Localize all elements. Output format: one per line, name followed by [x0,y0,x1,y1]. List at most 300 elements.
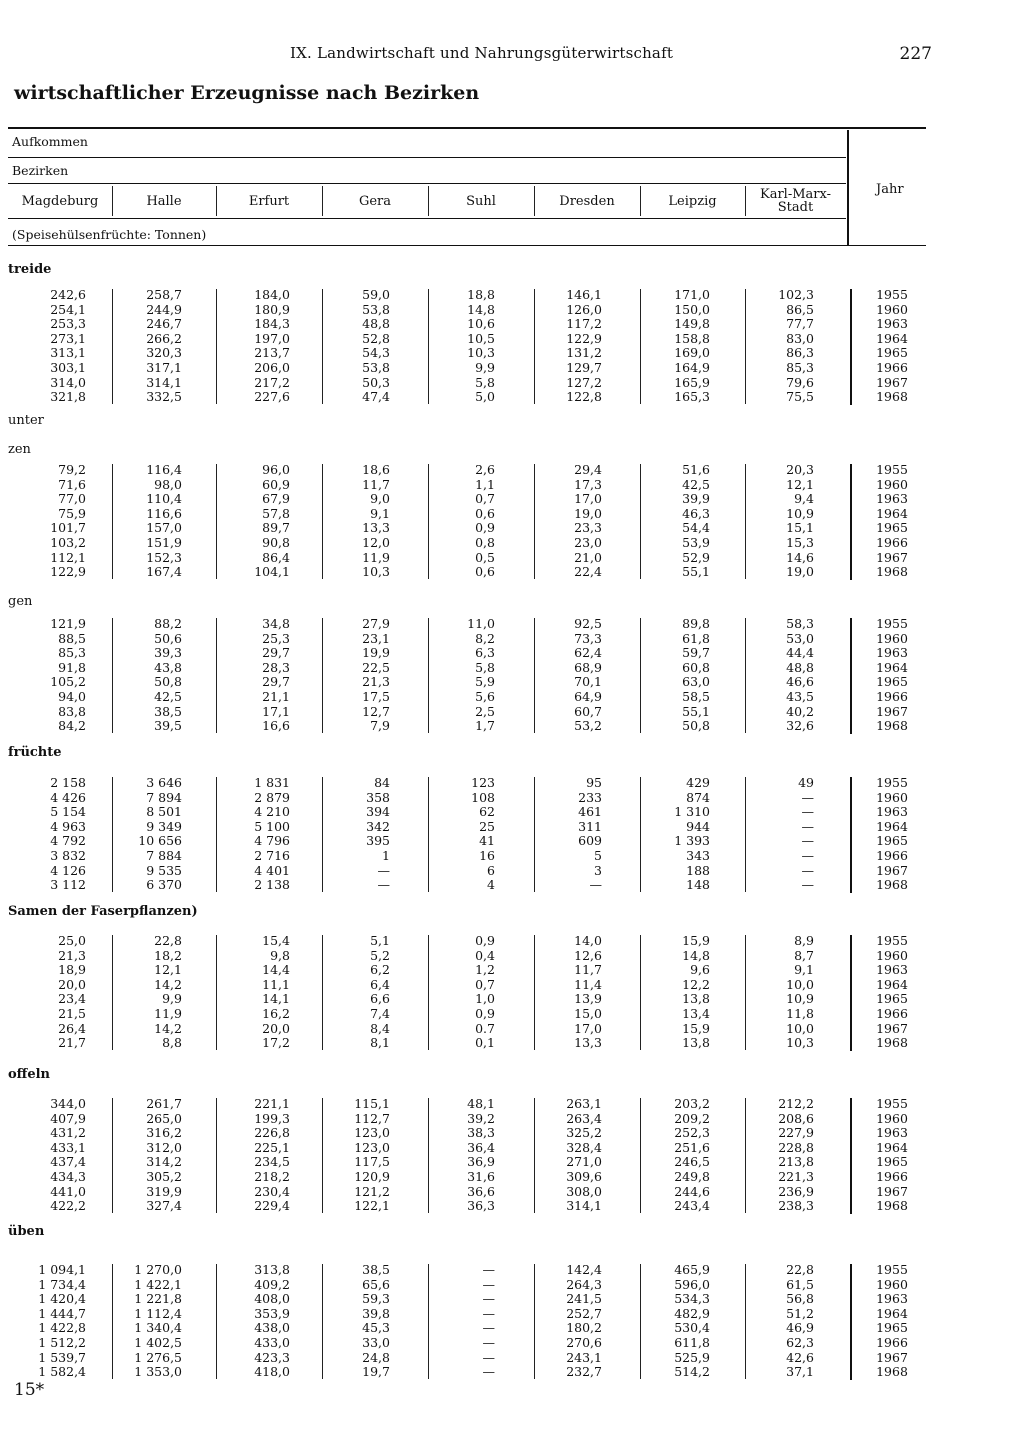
table-cell: 308,0 [566,1183,602,1199]
data-column [262,934,290,1051]
table-cell: 60,7 [574,703,602,719]
table-cell: 91,8 [58,659,86,675]
table-cell: 253,3 [50,316,86,332]
table-cell: 84,2 [58,718,86,734]
year-cell: 1967 [876,862,908,878]
table-cell: 92,5 [574,616,602,631]
table-cell: 110,4 [146,491,182,507]
table-cell: 8,4 [370,1020,390,1036]
table-cell: 101,7 [50,520,86,536]
table-cell: 407,9 [50,1110,86,1126]
table-cell: 88,2 [154,616,182,631]
data-column [574,463,602,580]
table-cell: 102,3 [778,287,814,302]
column-header-magdeburg: Magdeburg [21,193,99,209]
header-column-separator [216,186,217,216]
column-separator [428,777,429,892]
column-separator [112,618,113,733]
table-cell: 142,4 [566,1262,602,1277]
table-cell: 263,1 [566,1096,602,1111]
table-cell: 5,2 [370,947,390,963]
column-separator [745,289,746,404]
data-column [50,776,86,893]
table-cell: 11,8 [786,1005,814,1021]
year-cell: 1955 [876,616,908,631]
table-cell: 67,9 [262,491,290,507]
column-separator [322,1264,323,1379]
year-cell: 1963 [876,316,908,332]
table-cell: 32,6 [786,718,814,734]
year-cell: 1965 [876,345,908,361]
table-cell: 27,9 [362,616,390,631]
table-cell: 41 [479,833,495,849]
header-top-rule [8,127,926,129]
year-cell: 1964 [876,505,908,521]
table-cell: 3 646 [146,775,182,790]
table-cell: 9 349 [146,818,182,834]
table-cell: — [377,877,390,893]
table-cell: 184,0 [254,287,290,302]
column-separator [534,464,535,579]
table-cell: 16 [479,847,495,863]
section-label: offeln [8,1067,51,1082]
year-column-divider [850,1098,852,1214]
data-column [254,1097,290,1214]
table-cell: 11,9 [154,1005,182,1021]
table-cell: 233 [578,789,602,805]
table-cell: 9 535 [146,862,182,878]
table-cell: 0,9 [475,933,495,948]
table-cell: 209,2 [674,1110,710,1126]
section-label-continued: zen [8,442,31,457]
header-column-separator [640,186,641,216]
table-cell: 9,6 [690,962,710,978]
table-cell: 1 270,0 [134,1262,182,1277]
data-column [471,776,495,893]
year-cell: 1968 [876,1198,908,1214]
data-column [778,1097,814,1214]
year-cell: 1955 [876,1262,908,1277]
column-separator [640,464,641,579]
table-cell: 1 221,8 [134,1291,182,1307]
table-cell: 121,9 [50,616,86,631]
year-cell: 1965 [876,1320,908,1336]
column-header-leipzig: Leipzig [668,193,717,209]
table-cell: 232,7 [566,1364,602,1380]
table-cell: 1 310 [674,804,710,820]
table-cell: 199,3 [254,1110,290,1126]
table-cell: 104,1 [254,564,290,580]
table-cell: 514,2 [674,1364,710,1380]
table-cell: 117,2 [566,316,602,332]
column-separator [112,935,113,1050]
table-cell: 218,2 [254,1168,290,1184]
table-cell: 18,2 [154,947,182,963]
table-cell: 13,9 [574,991,602,1007]
data-column [254,463,290,580]
table-cell: 8,7 [794,947,814,963]
table-cell: 39,8 [362,1305,390,1321]
table-cell: 167,4 [146,564,182,580]
table-cell: 36,9 [467,1154,495,1170]
table-cell: 12,1 [154,962,182,978]
page-title: wirtschaftlicher Erzeugnisse nach Bezirken [14,82,480,104]
table-cell: 79,6 [786,374,814,390]
header-column-separator [428,186,429,216]
year-cell: 1963 [876,1291,908,1307]
table-cell: 42,5 [682,476,710,492]
table-cell: 9,8 [270,947,290,963]
table-cell: 116,6 [146,505,182,521]
table-cell: 252,3 [674,1125,710,1141]
table-cell: 226,8 [254,1125,290,1141]
table-cell: 15,4 [262,933,290,948]
table-cell: 441,0 [50,1183,86,1199]
table-cell: 50,3 [362,374,390,390]
table-cell: 230,4 [254,1183,290,1199]
table-cell: 71,6 [58,476,86,492]
table-cell: 23,0 [574,534,602,550]
table-cell: 17,0 [574,1020,602,1036]
year-cell: 1966 [876,688,908,704]
column-separator [428,618,429,733]
table-cell: 213,8 [778,1154,814,1170]
data-column [682,463,710,580]
header-column-separator [112,186,113,216]
table-cell: 2 879 [254,789,290,805]
table-cell: 9,9 [162,991,182,1007]
data-column [262,617,290,734]
table-cell: 46,9 [786,1320,814,1336]
table-cell: 29,7 [262,645,290,661]
table-cell: 58,5 [682,688,710,704]
year-cell: 1960 [876,1276,908,1292]
table-cell: 12,2 [682,976,710,992]
table-cell: 117,5 [354,1154,390,1170]
table-cell: 944 [686,818,710,834]
header-column-separator [322,186,323,216]
column-separator [322,464,323,579]
table-cell: 303,1 [50,359,86,375]
table-cell: 14,1 [262,991,290,1007]
header-bottom-rule [8,245,926,246]
table-cell: 7 884 [146,847,182,863]
data-column [574,934,602,1051]
table-cell: 225,1 [254,1139,290,1155]
table-cell: 5 100 [254,818,290,834]
table-cell: 422,2 [50,1198,86,1214]
table-cell: 53,8 [362,301,390,317]
column-separator [112,464,113,579]
data-column [362,288,390,405]
year-cell: 1968 [876,1035,908,1051]
table-cell: 15,9 [682,933,710,948]
table-cell: — [482,1276,495,1292]
table-cell: 121,2 [354,1183,390,1199]
table-cell: 314,1 [566,1198,602,1214]
table-cell: 54,3 [362,345,390,361]
table-cell: 13,8 [682,1035,710,1051]
table-cell: 50,8 [154,674,182,690]
year-column-divider [847,130,849,245]
table-cell: 0,5 [475,549,495,565]
table-cell: 1 353,0 [134,1364,182,1380]
table-cell: 10,0 [786,976,814,992]
table-cell: 9,9 [475,359,495,375]
table-cell: 8,8 [162,1035,182,1051]
data-column [674,1263,710,1380]
table-cell: 85,3 [786,359,814,375]
table-cell: 25,3 [262,630,290,646]
table-cell: 19,9 [362,645,390,661]
table-cell: 314,0 [50,374,86,390]
table-cell: 10,6 [467,316,495,332]
table-cell: 63,0 [682,674,710,690]
table-cell: 4 126 [50,862,86,878]
data-column [38,1263,86,1380]
table-cell: 325,2 [566,1125,602,1141]
table-cell: 246,5 [674,1154,710,1170]
data-column [786,617,814,734]
year-cell: 1960 [876,947,908,963]
table-cell: 15,1 [786,520,814,536]
year-cell: 1965 [876,991,908,1007]
data-column [475,934,495,1051]
year-column [870,934,914,1051]
year-cell: 1965 [876,833,908,849]
table-cell: 270,6 [566,1334,602,1350]
year-cell: 1960 [876,789,908,805]
table-cell: 4 [487,877,495,893]
table-cell: 152,3 [146,549,182,565]
table-cell: 254,1 [50,301,86,317]
table-cell: 149,8 [674,316,710,332]
year-cell: 1955 [876,933,908,948]
table-cell: 408,0 [254,1291,290,1307]
table-cell: 258,7 [146,287,182,302]
table-cell: — [801,818,814,834]
column-header-dresden: Dresden [559,193,615,209]
data-column [574,617,602,734]
table-cell: 20,3 [786,462,814,477]
table-cell: 227,6 [254,389,290,405]
table-cell: 234,5 [254,1154,290,1170]
column-separator [534,777,535,892]
table-cell: 108 [471,789,495,805]
table-cell: 157,0 [146,520,182,536]
table-cell: 1 539,7 [38,1349,86,1365]
table-cell: 52,9 [682,549,710,565]
table-cell: 1 831 [254,775,290,790]
table-cell: 86,5 [786,301,814,317]
data-column [254,288,290,405]
table-cell: 103,2 [50,534,86,550]
table-cell: 311 [578,818,602,834]
table-cell: 228,8 [778,1139,814,1155]
table-cell: 43,5 [786,688,814,704]
table-cell: 4 401 [254,862,290,878]
year-cell: 1964 [876,1305,908,1321]
table-cell: 10,3 [362,564,390,580]
table-cell: 221,3 [778,1168,814,1184]
table-cell: 208,6 [778,1110,814,1126]
year-cell: 1968 [876,877,908,893]
table-cell: 1 393 [674,833,710,849]
column-separator [428,289,429,404]
year-cell: 1968 [876,564,908,580]
year-cell: 1966 [876,847,908,863]
table-cell: 309,6 [566,1168,602,1184]
table-cell: 127,2 [566,374,602,390]
table-cell: 7,4 [370,1005,390,1021]
year-cell: 1968 [876,389,908,405]
column-separator [534,935,535,1050]
table-cell: 14,2 [154,1020,182,1036]
table-cell: 169,0 [674,345,710,361]
table-cell: 221,1 [254,1096,290,1111]
table-cell: 265,0 [146,1110,182,1126]
table-cell: 203,2 [674,1096,710,1111]
table-cell: 23,1 [362,630,390,646]
table-cell: 5,1 [370,933,390,948]
table-cell: 51,2 [786,1305,814,1321]
year-cell: 1963 [876,645,908,661]
table-cell: 23,3 [574,520,602,536]
table-cell: 51,6 [682,462,710,477]
table-cell: 54,4 [682,520,710,536]
year-cell: 1964 [876,659,908,675]
table-cell: 10,5 [467,330,495,346]
table-cell: 44,4 [786,645,814,661]
table-cell: 22,8 [786,1262,814,1277]
table-cell: 10,9 [786,991,814,1007]
table-cell: 29,7 [262,674,290,690]
table-cell: — [801,804,814,820]
data-column [50,288,86,405]
table-cell: 227,9 [778,1125,814,1141]
table-cell: 3 112 [50,877,86,893]
table-cell: 19,0 [574,505,602,521]
table-cell: 19,0 [786,564,814,580]
table-cell: 1,0 [475,991,495,1007]
year-column-divider [850,935,852,1051]
data-column [578,776,602,893]
table-cell: 4 426 [50,789,86,805]
table-cell: 180,2 [566,1320,602,1336]
table-cell: 28,3 [262,659,290,675]
table-cell: 0,8 [475,534,495,550]
year-column [870,776,914,893]
column-separator [745,935,746,1050]
table-cell: 2 716 [254,847,290,863]
column-separator [640,618,641,733]
table-cell: 34,8 [262,616,290,631]
data-column [370,934,390,1051]
table-cell: 328,4 [566,1139,602,1155]
table-cell: 2,5 [475,703,495,719]
column-separator [216,1264,217,1379]
table-cell: 62 [479,804,495,820]
column-header-suhl: Suhl [466,193,496,209]
table-cell: 56,8 [786,1291,814,1307]
table-cell: 129,7 [566,359,602,375]
table-cell: 252,7 [566,1305,602,1321]
table-cell: 188 [686,862,710,878]
table-cell: 164,9 [674,359,710,375]
data-column [682,617,710,734]
table-cell: 266,2 [146,330,182,346]
table-cell: 59,3 [362,1291,390,1307]
table-cell: 11,4 [574,976,602,992]
table-cell: 131,2 [566,345,602,361]
column-separator [534,1264,535,1379]
table-cell: 25,0 [58,933,86,948]
table-cell: 305,2 [146,1168,182,1184]
year-cell: 1955 [876,1096,908,1111]
column-separator [534,1098,535,1213]
section-label: üben [8,1224,45,1239]
table-cell: 8,2 [475,630,495,646]
table-cell: 320,3 [146,345,182,361]
table-cell: 26,4 [58,1020,86,1036]
table-cell: 14,4 [262,962,290,978]
table-cell: 33,0 [362,1334,390,1350]
column-separator [534,618,535,733]
table-cell: 418,0 [254,1364,290,1380]
table-cell: 344,0 [50,1096,86,1111]
table-cell: — [482,1320,495,1336]
table-cell: 238,3 [778,1198,814,1214]
table-cell: 438,0 [254,1320,290,1336]
column-separator [112,1098,113,1213]
column-separator [428,1098,429,1213]
section-label: Samen der Faserpflanzen) [8,904,198,919]
table-cell: 12,1 [786,476,814,492]
table-cell: 534,3 [674,1291,710,1307]
table-cell: 46,6 [786,674,814,690]
data-column [786,463,814,580]
table-cell: 90,8 [262,534,290,550]
column-separator [216,618,217,733]
sheet-signature: 15* [14,1380,45,1400]
column-separator [428,935,429,1050]
year-cell: 1963 [876,1125,908,1141]
data-column [786,1263,814,1380]
data-column [786,934,814,1051]
table-cell: 39,2 [467,1110,495,1126]
table-cell: 77,0 [58,491,86,507]
table-cell: 25 [479,818,495,834]
table-cell: 409,2 [254,1276,290,1292]
column-separator [745,1098,746,1213]
year-cell: 1967 [876,549,908,565]
year-column [870,463,914,580]
table-cell: 15,9 [682,1020,710,1036]
table-cell: 2 138 [254,877,290,893]
table-cell: — [482,1364,495,1380]
table-cell: 0,1 [475,1035,495,1051]
table-cell: 116,4 [146,462,182,477]
table-cell: 39,3 [154,645,182,661]
table-cell: 1,2 [475,962,495,978]
data-column [134,1263,182,1380]
table-cell: 11,0 [467,616,495,631]
table-cell: 5,8 [475,659,495,675]
table-cell: — [589,877,602,893]
table-cell: 122,8 [566,389,602,405]
header-year: Jahr [876,182,904,197]
header-columns-rule [8,218,846,219]
